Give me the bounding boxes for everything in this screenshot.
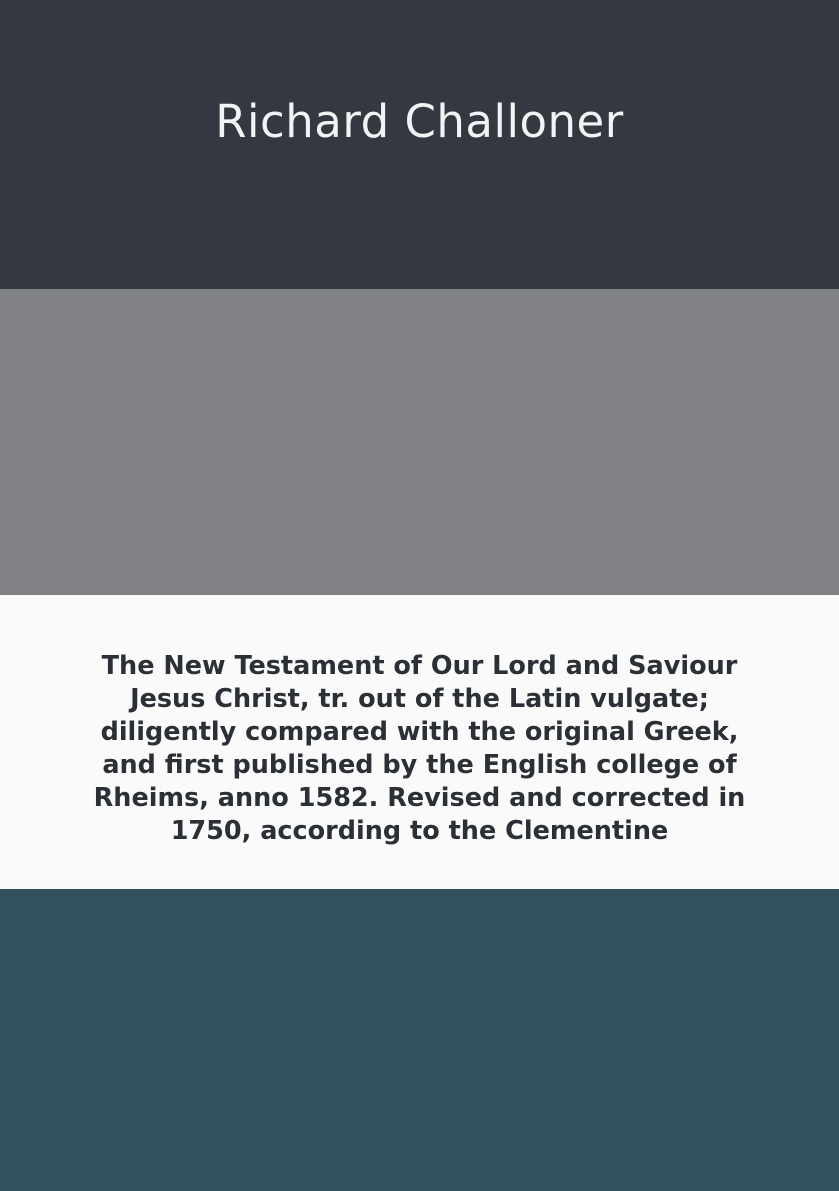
- title-band: [0, 595, 839, 889]
- author-name: Richard Challoner: [215, 94, 624, 148]
- book-title: The New Testament of Our Lord and Saviour Jesus Christ, tr. out of the Latin vulgate; diligently compared with the original Greek, and first published by the English college of Rheims, anno 1582. Revised and corrected in 1750, according to the Clementine: [93, 651, 746, 846]
- decorative-gray-band: [0, 289, 839, 595]
- decorative-bottom-band: [0, 889, 839, 1191]
- author-band: [0, 0, 839, 289]
